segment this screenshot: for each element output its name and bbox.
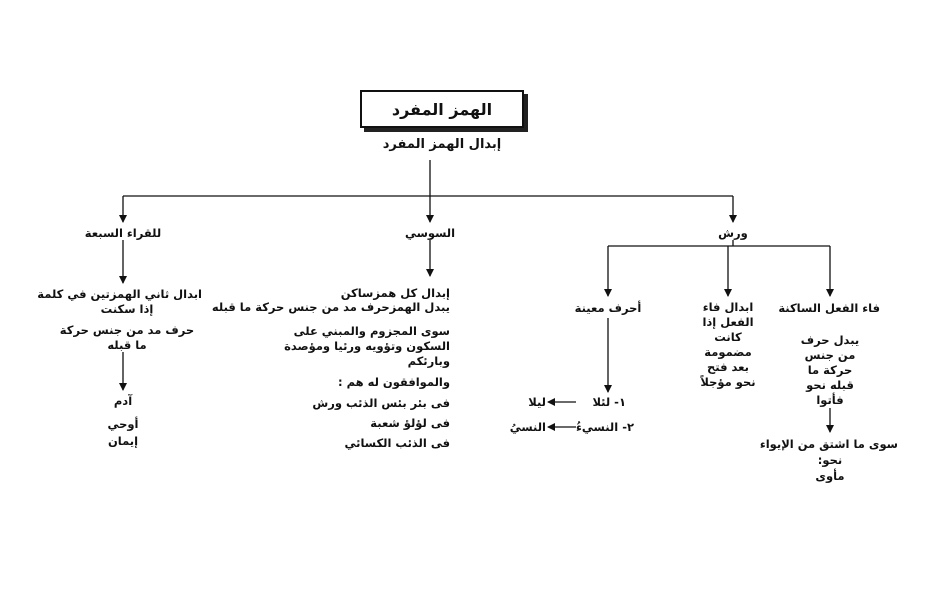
susi-agree-heading: والموافقون له هم :	[338, 375, 450, 389]
susi-agree-3: فى الذئب الكسائي	[344, 436, 450, 450]
susi-heading: السوسي	[404, 226, 456, 240]
fa-sakina-line3: حركة ما	[807, 363, 853, 377]
qurra-rule-line2: إذا سكنت	[100, 302, 154, 316]
warsh-heading: ورش	[718, 226, 748, 240]
fa-madmuma-line6: نحو مؤجلاً	[700, 375, 756, 389]
susi-rule-line1: إبدال كل همزساكن	[340, 286, 450, 300]
susi-except-line3: وبارئكم	[407, 354, 450, 368]
title-box	[360, 90, 524, 128]
fa-madmuma-line5: بعد فتح	[707, 360, 749, 374]
fa-sakina-except-line2: نحو:	[817, 453, 843, 467]
qurra-example-2: أوحي	[107, 417, 139, 431]
letters-item2-result: النسيُ	[509, 420, 546, 434]
letters-item2: ٢- النسيءُ	[576, 420, 634, 434]
susi-rule-line2: يبدل الهمزحرف مد من جنس حركة ما قبله	[211, 300, 450, 314]
qurra-rule-line1: ابدال ثاني الهمزتين في كلمة	[37, 287, 202, 301]
fa-sakina-heading: فاء الفعل الساكنة	[778, 301, 880, 315]
fa-sakina-except-line1: سوى ما اشتق من الإيواء	[759, 437, 898, 451]
qurra-example-1: آدم	[113, 394, 133, 408]
fa-sakina-line1: يبدل حرف	[800, 333, 860, 347]
qurra-example-3: إيمان	[107, 434, 139, 448]
subtitle: إبدال الهمز المفرد	[382, 137, 502, 152]
susi-agree-2: فى لؤلؤ شعبة	[370, 416, 450, 430]
qurra-rule2-line1: حرف مد من جنس حركة	[59, 323, 195, 337]
susi-except-line1: سوى المجزوم والمبني على	[293, 324, 450, 338]
susi-agree-1: فى بئر بئس الذئب ورش	[312, 396, 450, 410]
fa-madmuma-line2: الفعل إذا	[702, 315, 754, 329]
letters-item1: ١- لئلا	[592, 395, 626, 409]
fa-sakina-line5: فأتوا	[816, 393, 844, 407]
fa-sakina-line4: قبله نحو	[806, 378, 854, 392]
fa-sakina-line2: من جنس	[804, 348, 856, 362]
fa-sakina-except-line3: مأوى	[815, 469, 845, 483]
fa-madmuma-line4: مضمومة	[704, 345, 752, 359]
susi-except-line2: السكون وتؤويه ورئيا ومؤصدة	[284, 339, 450, 353]
qurra-rule2-line2: ما قبله	[107, 338, 147, 352]
fa-madmuma-line1: ابدال فاء	[702, 300, 754, 314]
qurra-heading: للقراء السبعة	[84, 226, 162, 240]
fa-madmuma-line3: كانت	[714, 330, 742, 344]
letters-item1-result: ليلا	[528, 395, 546, 409]
page-title: الهمز المفرد	[391, 99, 493, 119]
letters-heading: أحرف معينة	[574, 301, 642, 315]
